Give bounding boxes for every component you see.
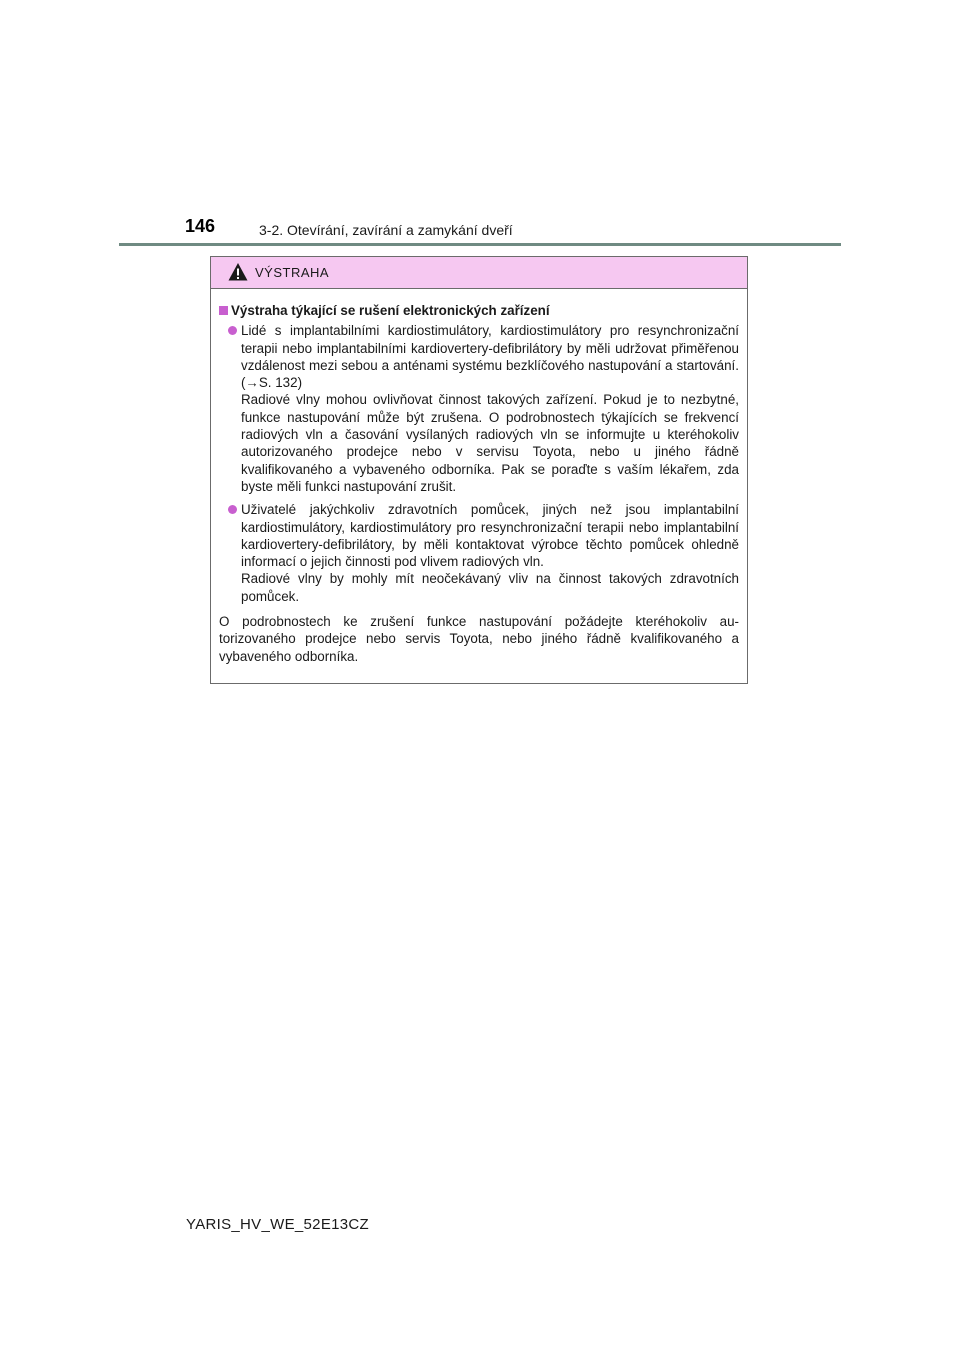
warning-closing-text: O podrobnostech ke zrušení funkce nastupování požádejte kteréhokoliv autorizovaného prodejce nebo servis Toyota, nebo jiného řádně kvalifikovaného a vybaveného odborníka.	[219, 614, 739, 664]
square-bullet-icon	[219, 306, 228, 315]
warning-subheading	[219, 302, 739, 319]
warning-item-text: Radiové vlny mohou ovlivňovat činnost takových zařízení. Pokud je to nezbytné, funkce nastupování může být zrušena. O podrobnostech týkajících se frekvencí radiových vln a časování vysílaných radiových vln se informujte u kteréhokoliv autorizovaného prodejce nebo v servisu Toyota, nebo u jiného řádně kvalifikovaného a vybaveného odborníka. Pak se poraďte s vaším lékařem, zda byste měli funkci nastupování zrušit.	[241, 392, 739, 494]
warning-item-implants	[219, 322, 739, 495]
warning-item-text: Uživatelé jakýchkoliv zdravotních pomůcek, jiných než jsou implantabilní kardiostimulátory, kardiostimulátory pro resynchronizační terapii nebo implantabilní kardiovertery-defibrilátory, by měli kontaktovat výrobce těchto pomůcek ohledně informací o jejich činnosti pod vlivem radiových vln.	[241, 502, 739, 570]
warning-header	[211, 257, 747, 289]
circle-bullet-icon	[228, 505, 237, 514]
section-title: 3-2. Otevírání, zavírání a zamykání dveří	[259, 222, 513, 238]
warning-triangle-icon	[228, 262, 248, 282]
page-number: 146	[185, 216, 216, 236]
warning-box	[210, 256, 748, 684]
warning-subheading-text: Výstraha týkající se rušení elektronických zařízení	[231, 303, 550, 318]
warning-item-text: Lidé s implantabilními kardiostimulátory, kardiostimulátory pro resynchronizační terapii nebo implantabilními kardiovertery-defibrilátory by měli udržovat přiměřenou vzdálenost mezi sebou a anténami systému bezklíčového nastupování a startování. (→S. 132)	[241, 323, 739, 391]
circle-bullet-icon	[228, 326, 237, 335]
warning-label: VÝSTRAHA	[255, 265, 330, 280]
document-code: YARIS_HV_WE_52E13CZ	[186, 1216, 369, 1233]
warning-body	[211, 289, 747, 665]
header-divider	[119, 243, 841, 246]
warning-item-medical-devices	[219, 501, 739, 605]
warning-item-text: Radiové vlny by mohly mít neočekávaný vliv na činnost takových zdravotních pomůcek.	[241, 571, 739, 604]
